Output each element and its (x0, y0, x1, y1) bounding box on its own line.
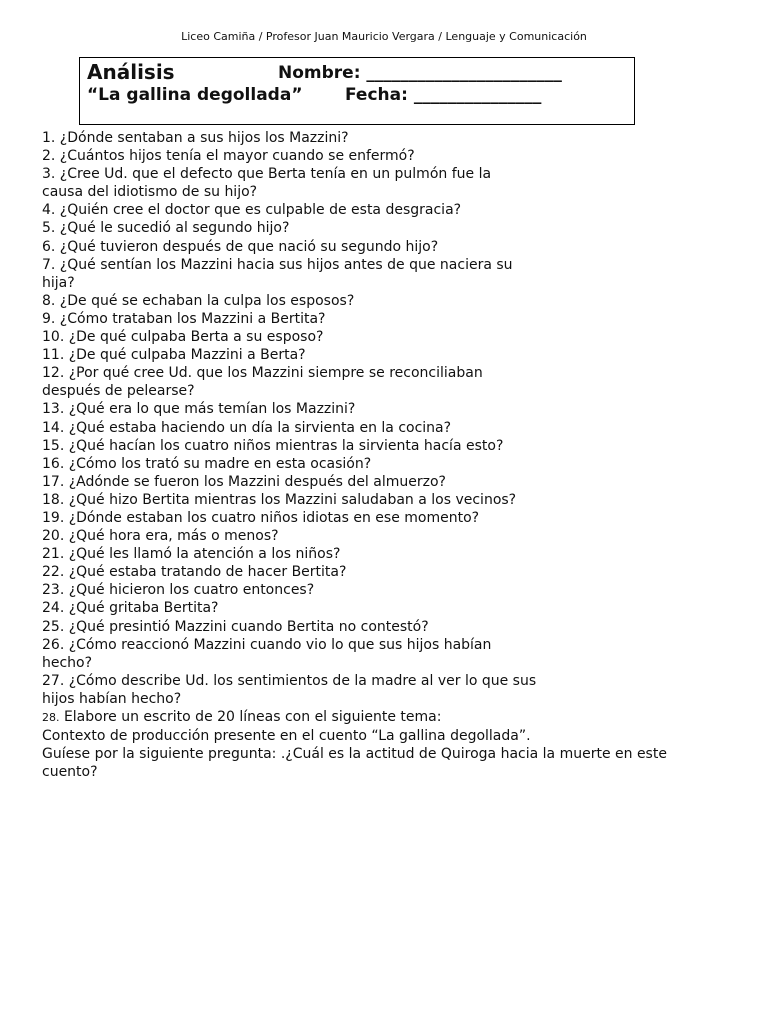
question-line: 2. ¿Cuántos hijos tenía el mayor cuando se enfermó? (42, 148, 415, 165)
question-28-line4: cuento? (42, 764, 98, 781)
question-line: 16. ¿Cómo los trató su madre en esta ocasión? (42, 455, 372, 472)
question-line: 27. ¿Cómo describe Ud. los sentimientos de la madre al ver lo que sus (42, 672, 537, 689)
question-line: 21. ¿Qué les llamó la atención a los niños? (42, 546, 341, 563)
question-line: 7. ¿Qué sentían los Mazzini hacia sus hijos antes de que naciera su (42, 256, 513, 273)
question-line: hija? (42, 274, 75, 291)
story-title: “La gallina degollada” (87, 85, 303, 105)
question-line: 12. ¿Por qué cree Ud. que los Mazzini siempre se reconciliaban (42, 365, 483, 382)
question-line: 23. ¿Qué hicieron los cuatro entonces? (42, 582, 315, 599)
questions-list (42, 129, 732, 781)
question-line: 4. ¿Quién cree el doctor que es culpable de esta desgracia? (42, 202, 462, 219)
question-line: 14. ¿Qué estaba haciendo un día la sirvienta en la cocina? (42, 419, 452, 436)
question-line: 26. ¿Cómo reaccionó Mazzini cuando vio lo que sus hijos habían (42, 636, 492, 653)
question-line: 20. ¿Qué hora era, más o menos? (42, 528, 279, 545)
question-line: 10. ¿De qué culpaba Berta a su esposo? (42, 329, 324, 346)
question-line: 17. ¿Adónde se fueron los Mazzini después del almuerzo? (42, 473, 446, 490)
question-line: 25. ¿Qué presintió Mazzini cuando Bertita no contestó? (42, 618, 429, 635)
question-28-number: 28. (42, 711, 60, 724)
question-line: 24. ¿Qué gritaba Bertita? (42, 600, 219, 617)
question-line: causa del idiotismo de su hijo? (42, 184, 258, 201)
question-line: 15. ¿Qué hacían los cuatro niños mientras la sirvienta hacía esto? (42, 437, 504, 454)
name-field: Nombre: _______________________ (278, 63, 562, 83)
question-line: 13. ¿Qué era lo que más temían los Mazzini? (42, 401, 356, 418)
question-line: 3. ¿Cree Ud. que el defecto que Berta tenía en un pulmón fue la (42, 166, 492, 183)
analysis-heading: Análisis (87, 60, 175, 84)
question-28 (42, 708, 732, 727)
question-line: hecho? (42, 654, 93, 671)
question-line: 18. ¿Qué hizo Bertita mientras los Mazzini saludaban a los vecinos? (42, 491, 517, 508)
question-line: 19. ¿Dónde estaban los cuatro niños idiotas en ese momento? (42, 509, 480, 526)
question-28-text: Elabore un escrito de 20 líneas con el siguiente tema: (59, 709, 442, 725)
question-line: 11. ¿De qué culpaba Mazzini a Berta? (42, 347, 306, 364)
question-line: 5. ¿Qué le sucedió al segundo hijo? (42, 220, 290, 237)
question-28-line3: Guíese por la siguiente pregunta: .¿Cuál es la actitud de Quiroga hacia la muerte en este (42, 746, 667, 763)
question-28-line2: Contexto de producción presente en el cuento “La gallina degollada”. (42, 728, 531, 745)
question-line: hijos habían hecho? (42, 690, 182, 707)
question-line: 22. ¿Qué estaba tratando de hacer Bertita? (42, 564, 347, 581)
title-box (79, 57, 635, 125)
question-line: 8. ¿De qué se echaban la culpa los esposos? (42, 292, 355, 309)
header-line: Liceo Camiña / Profesor Juan Mauricio Vergara / Lenguaje y Comunicación (181, 30, 587, 43)
question-line: después de pelearse? (42, 383, 195, 400)
question-line: 1. ¿Dónde sentaban a sus hijos los Mazzini? (42, 130, 349, 146)
question-line: 6. ¿Qué tuvieron después de que nació su segundo hijo? (42, 238, 439, 255)
question-line: 9. ¿Cómo trataban los Mazzini a Bertita? (42, 310, 326, 327)
date-field: Fecha: _______________ (345, 85, 542, 105)
